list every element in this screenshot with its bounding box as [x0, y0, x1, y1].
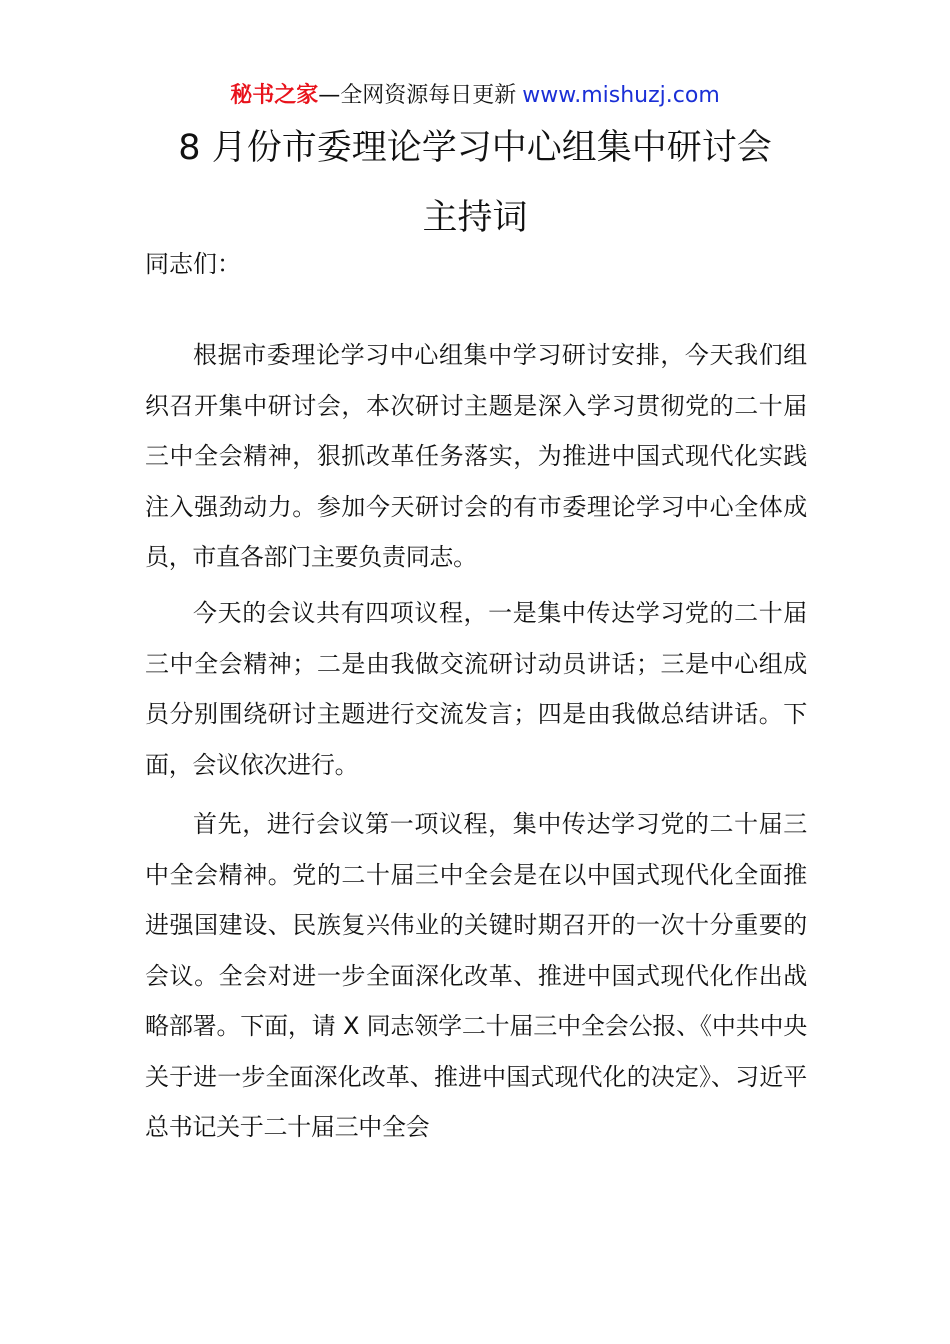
- salutation: 同志们：: [145, 250, 241, 278]
- document-title: 8 月份市委理论学习中心组集中研讨会: [178, 128, 772, 168]
- site-banner: [0, 80, 950, 112]
- document-subtitle: 主持词: [422, 198, 528, 238]
- body-paragraph: 首先，进行会议第一项议程，集中传达学习党的二十届三中全会精神。党的二十届三中全会是在以中国式现代化全面推进强国建设、民族复兴伟业的关键时期召开的一次十分重要的会议。全会对进一步全面深化改革、推进中国式现代化作出战略部署。下面，请 X 同志领学二十届三中全会公报、《中共中央关于进一步全面深化改革、推进中国式现代化的决定》、习近平总书记关于二十届三中全会: [145, 810, 807, 1141]
- banner-tagline: —全网资源每日更新: [318, 83, 517, 108]
- body-paragraph: 根据市委理论学习中心组集中学习研讨安排，今天我们组织召开集中研讨会，本次研讨主题是深入学习贯彻党的二十届三中全会精神，狠抓改革任务落实，为推进中国式现代化实践注入强劲动力。参加今天研讨会的有市委理论学习中心全体成员，市直各部门主要负责同志。: [145, 341, 807, 571]
- body-paragraph: 今天的会议共有四项议程，一是集中传达学习党的二十届三中全会精神；二是由我做交流研讨动员讲话；三是中心组成员分别围绕研讨主题进行交流发言；四是由我做总结讲话。下面，会议依次进行。: [145, 599, 807, 779]
- site-url-link[interactable]: www.mishuzj.com: [522, 83, 720, 108]
- brand-name: 秘书之家: [230, 83, 319, 108]
